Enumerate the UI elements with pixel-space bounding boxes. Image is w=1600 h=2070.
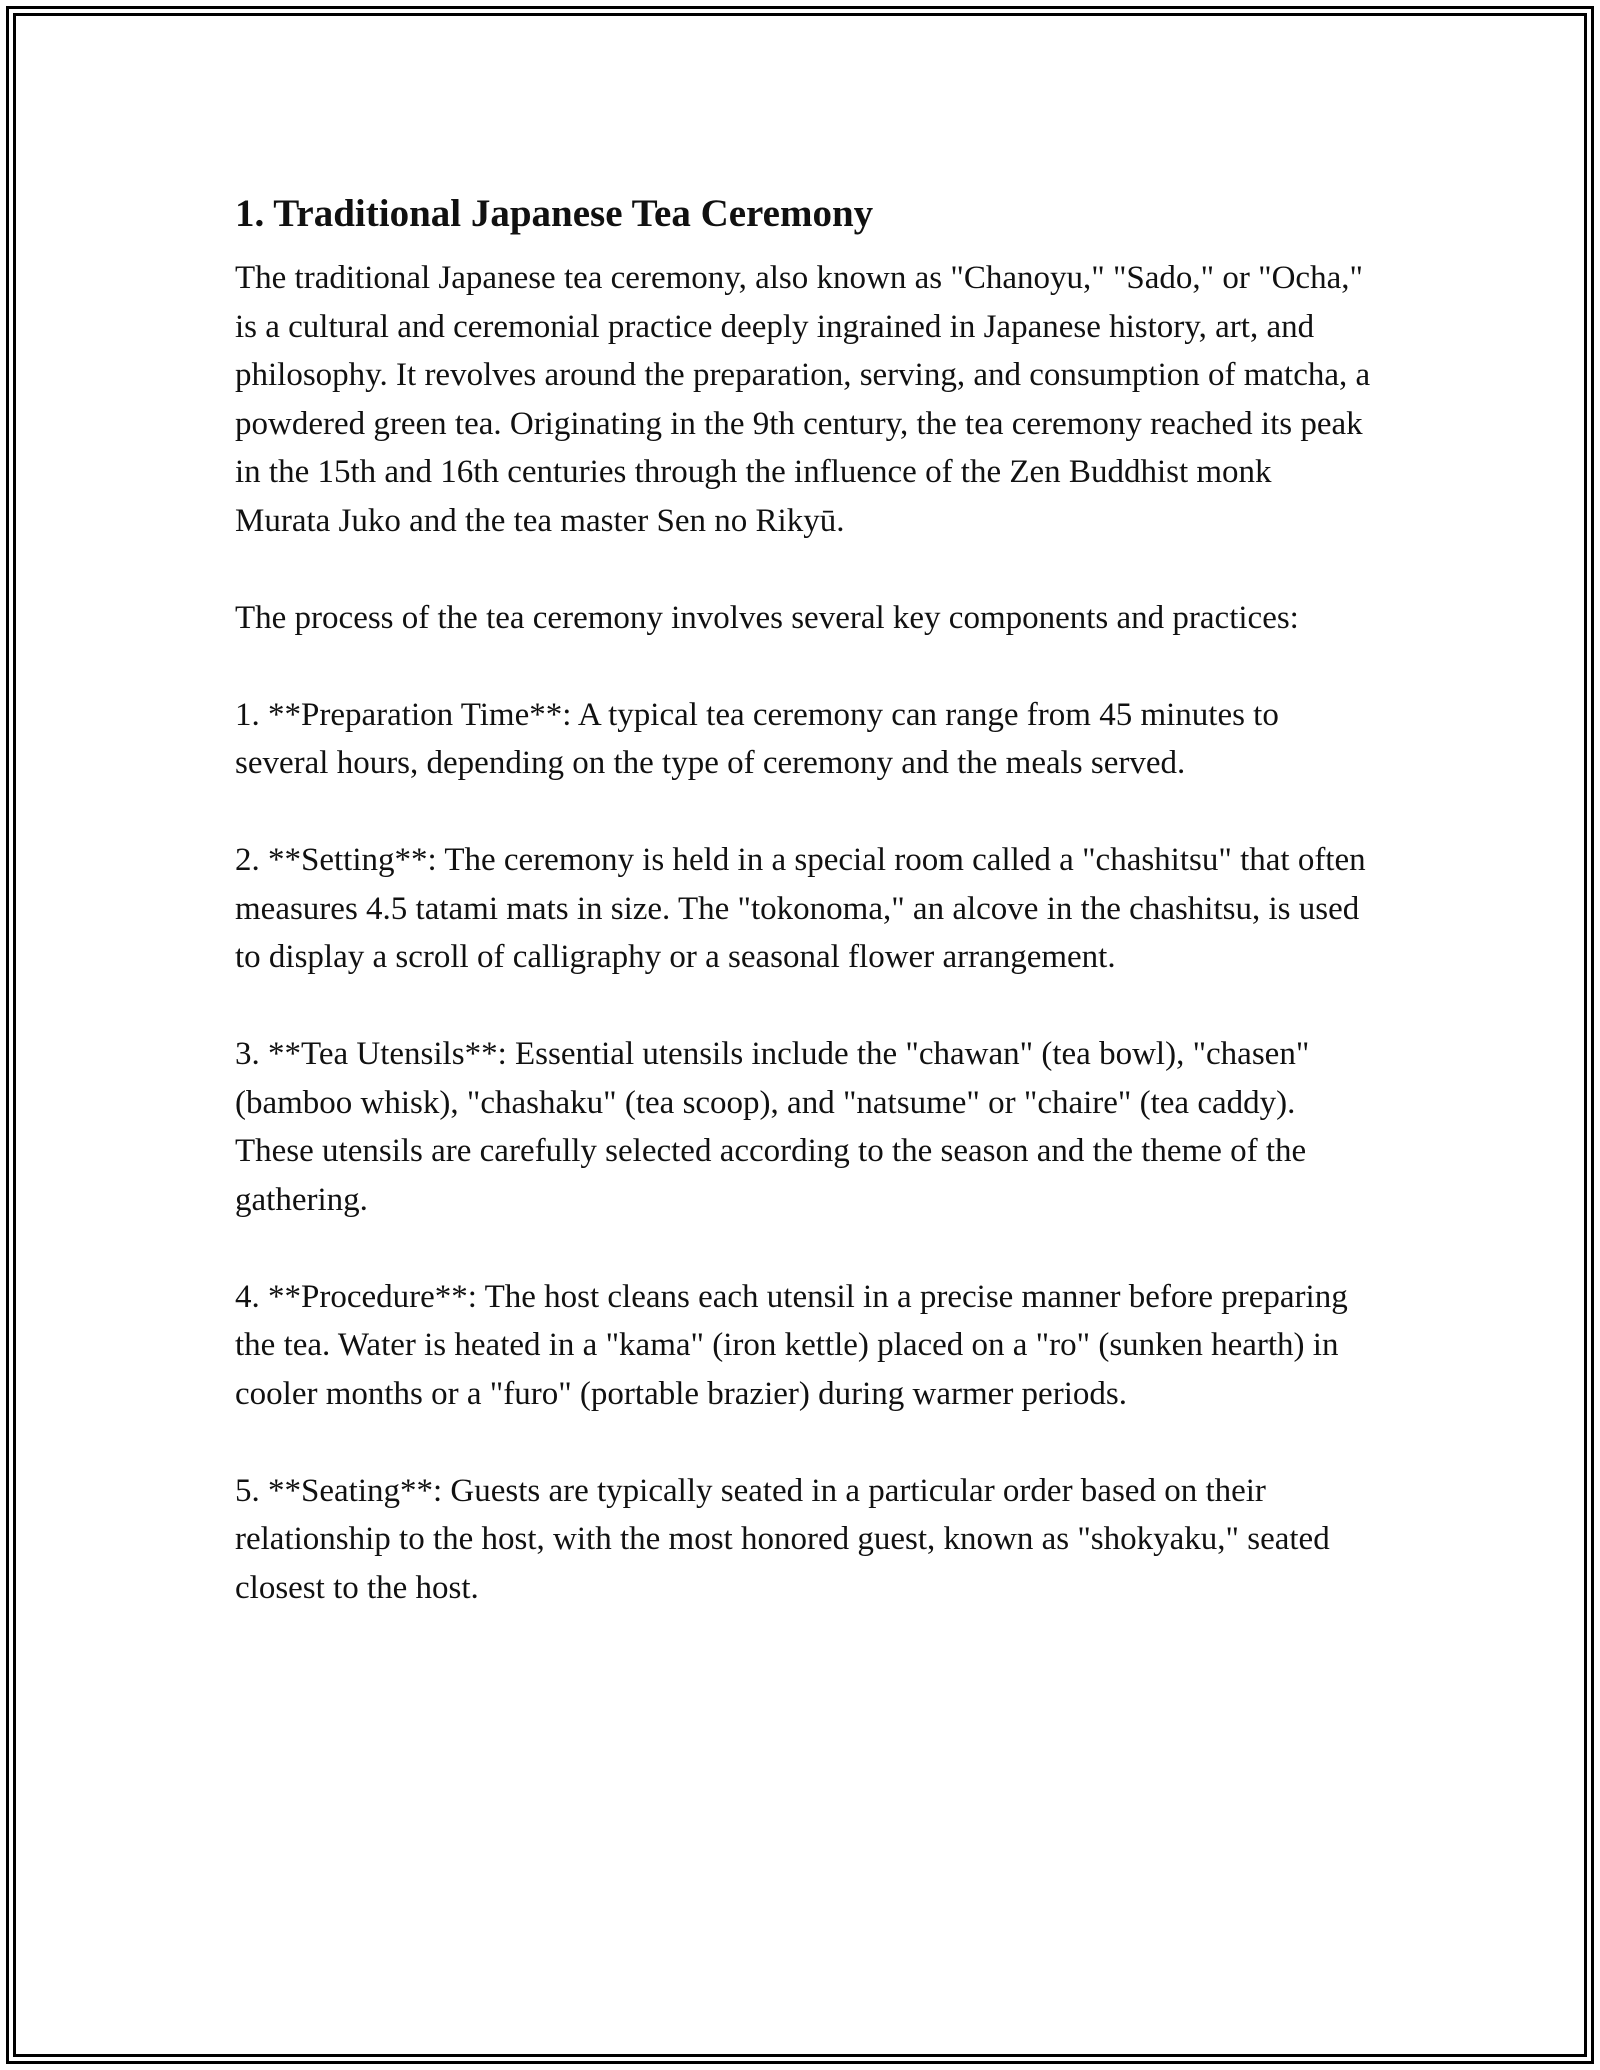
- list-item-procedure: 4. **Procedure**: The host cleans each utensil in a precise manner before preparing the tea. Water is heated in a "kama" (iron kettle) placed on a "ro" (sunken hearth) in cooler months or a "furo" (portable brazier) during warmer periods.: [235, 1278, 1348, 1412]
- list-item-setting: 2. **Setting**: The ceremony is held in a special room called a "chashitsu" that often measures 4.5 tatami mats in size. The "tokonoma," an alcove in the chashitsu, is used to display a scroll of calligraphy or a seasonal flower arrangement.: [235, 842, 1366, 975]
- list-item-tea-utensils: 3. **Tea Utensils**: Essential utensils include the "chawan" (tea bowl), "chasen" (bamboo whisk), "chashaku" (tea scoop), and "natsume" or "chaire" (tea caddy). These utensils are carefully selected according to the season and the theme of the gathering.: [235, 1036, 1310, 1218]
- process-intro-paragraph: The process of the tea ceremony involves several key components and practices:: [235, 599, 1299, 636]
- document-body: [235, 186, 1375, 1612]
- section-heading: 1. Traditional Japanese Tea Ceremony: [235, 192, 874, 235]
- list-item-preparation-time: 1. **Preparation Time**: A typical tea ceremony can range from 45 minutes to several hours, depending on the type of ceremony and the meals served.: [235, 696, 1279, 781]
- intro-paragraph: The traditional Japanese tea ceremony, also known as "Chanoyu," "Sado," or "Ocha," is a cultural and ceremonial practice deeply ingrained in Japanese history, art, and philosophy. It revolves around the preparation, serving, and consumption of matcha, a powdered green tea. Originating in the 9th century, the tea ceremony reached its peak in the 15th and 16th centuries through the influence of the Zen Buddhist monk Murata Juko and the tea master Sen no Rikyū.: [235, 260, 1371, 539]
- list-item-seating: 5. **Seating**: Guests are typically seated in a particular order based on their relationship to the host, with the most honored guest, known as "shokyaku," seated closest to the host.: [235, 1472, 1330, 1606]
